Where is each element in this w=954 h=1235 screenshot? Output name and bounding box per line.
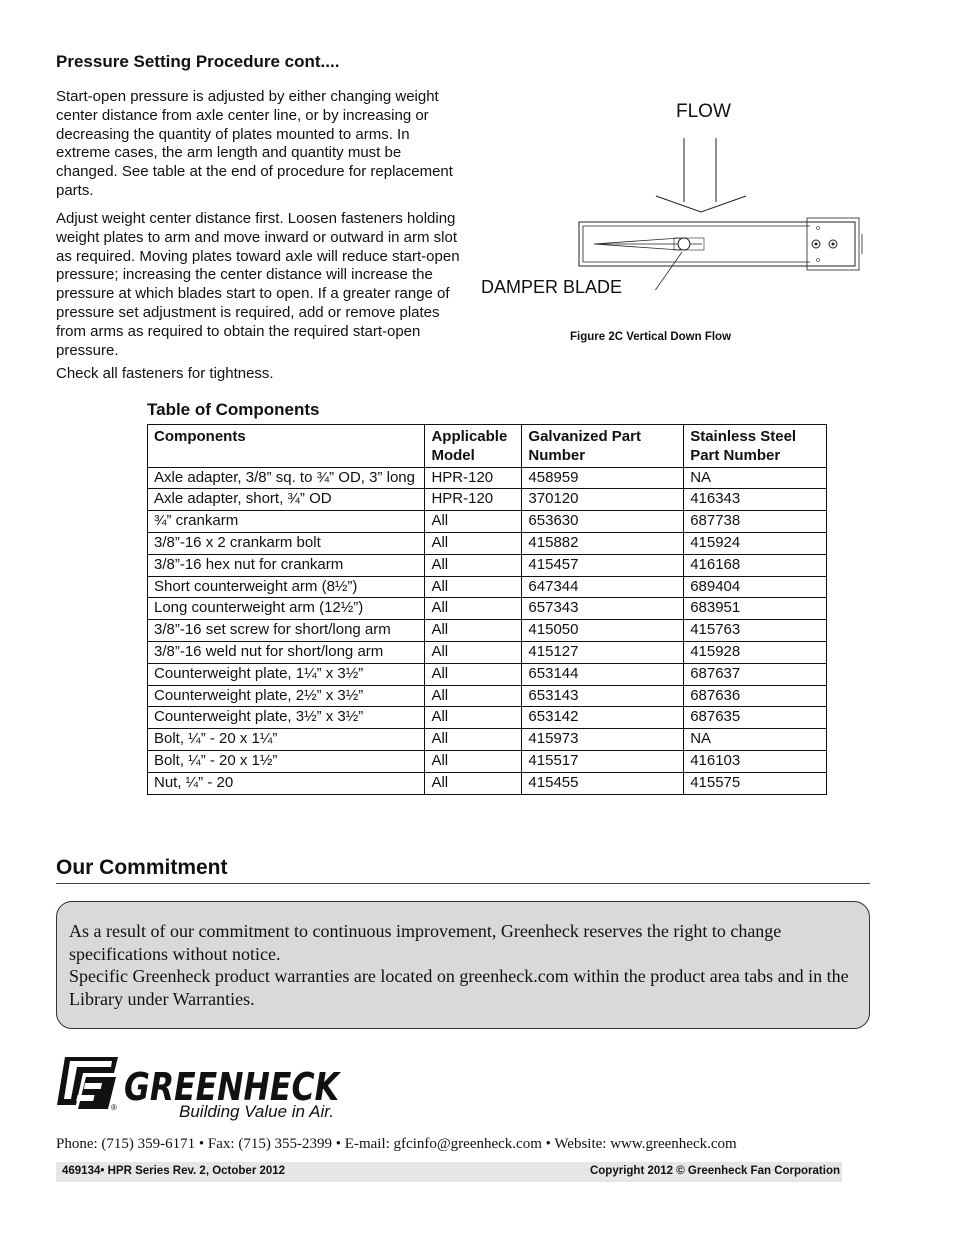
table-cell: 653630	[522, 511, 684, 533]
table-cell: All	[425, 641, 522, 663]
table-cell: Bolt, ¼” - 20 x 1½”	[148, 750, 425, 772]
table-cell: 458959	[522, 467, 684, 489]
table-cell: 687636	[684, 685, 827, 707]
table-row	[148, 750, 827, 772]
table-cell: 415973	[522, 729, 684, 751]
components-table	[147, 424, 827, 795]
table-cell: All	[425, 576, 522, 598]
procedure-heading: Pressure Setting Procedure cont....	[56, 52, 340, 71]
table-cell: 416103	[684, 750, 827, 772]
table-row	[148, 620, 827, 642]
table-header-row	[148, 425, 827, 468]
table-cell: 415455	[522, 772, 684, 794]
column-header: Applicable Model	[425, 425, 522, 468]
procedure-paragraph: Start-open pressure is adjusted by either changing weight center distance from axle center line, or by increasing or decreasing the quantity of plates mounted to arms. In extreme cases, the arm length and quantity must be changed. See table at the end of procedure for replacement parts.	[56, 88, 453, 199]
table-row	[148, 663, 827, 685]
table-cell: 415575	[684, 772, 827, 794]
table-cell: 683951	[684, 598, 827, 620]
procedure-paragraph: Adjust weight center distance first. Loosen fasteners holding weight plates to arm and move inward or outward in arm slot as required. Moving plates toward axle will reduce start-open pressure; increasing the center distance will increase the pressure at which blades start to open. If a greater range of pressure set adjustment is required, add or remove plates from arms as required to obtain the required start-open pressure.	[56, 210, 460, 359]
flow-label: FLOW	[676, 101, 731, 122]
table-cell: 3/8”-16 set screw for short/long arm	[148, 620, 425, 642]
table-row	[148, 707, 827, 729]
table-cell: Counterweight plate, 1¼” x 3½”	[148, 663, 425, 685]
table-cell: Counterweight plate, 2½” x 3½”	[148, 685, 425, 707]
table-cell: 415882	[522, 532, 684, 554]
table-cell: Long counterweight arm (12½”)	[148, 598, 425, 620]
column-header: Components	[148, 425, 425, 468]
table-cell: ¾” crankarm	[148, 511, 425, 533]
table-cell: 416168	[684, 554, 827, 576]
greenheck-logo-mark	[57, 1057, 118, 1109]
table-cell: All	[425, 663, 522, 685]
table-cell: 415924	[684, 532, 827, 554]
commitment-box	[56, 901, 870, 1029]
table-cell: 657343	[522, 598, 684, 620]
table-cell: NA	[684, 729, 827, 751]
table-row	[148, 598, 827, 620]
column-header: Galvanized Part Number	[522, 425, 684, 468]
table-row	[148, 511, 827, 533]
table-cell: 415763	[684, 620, 827, 642]
table-cell: 416343	[684, 489, 827, 511]
table-cell: 653142	[522, 707, 684, 729]
table-row	[148, 685, 827, 707]
table-row	[148, 576, 827, 598]
table-cell: All	[425, 620, 522, 642]
table-cell: Short counterweight arm (8½”)	[148, 576, 425, 598]
table-row	[148, 641, 827, 663]
copyright: Copyright 2012 © Greenheck Fan Corporation	[589, 1165, 840, 1177]
table-row	[148, 489, 827, 511]
footer-bar	[56, 1162, 842, 1182]
table-cell: All	[425, 772, 522, 794]
table-cell: 687637	[684, 663, 827, 685]
commitment-text: Specific Greenheck product warranties are located on greenheck.com within the product area tabs and in the Library under Warranties.	[69, 966, 849, 1009]
table-cell: 687738	[684, 511, 827, 533]
table-cell: HPR-120	[425, 489, 522, 511]
table-cell: 3/8”-16 hex nut for crankarm	[148, 554, 425, 576]
contact-info: Phone: (715) 359-6171 • Fax: (715) 355-2399 • E-mail: gfcinfo@greenheck.com • Website: www.greenheck.com	[56, 1136, 737, 1152]
table-cell: 415050	[522, 620, 684, 642]
table-cell: Counterweight plate, 3½” x 3½”	[148, 707, 425, 729]
table-cell: Nut, ¼” - 20	[148, 772, 425, 794]
table-cell: All	[425, 685, 522, 707]
table-cell: Bolt, ¼” - 20 x 1¼”	[148, 729, 425, 751]
table-cell: 653144	[522, 663, 684, 685]
table-cell: All	[425, 511, 522, 533]
commitment-text: As a result of our commitment to continuous improvement, Greenheck reserves the right to change specifications without notice.	[69, 921, 782, 964]
commitment-heading: Our Commitment	[56, 856, 228, 879]
table-cell: 3/8”-16 weld nut for short/long arm	[148, 641, 425, 663]
table-row	[148, 467, 827, 489]
table-cell: 3/8”-16 x 2 crankarm bolt	[148, 532, 425, 554]
table-cell: 415457	[522, 554, 684, 576]
brand-name: GREENHECK	[124, 1065, 342, 1109]
divider	[56, 883, 870, 884]
damper-blade-label: DAMPER BLADE	[481, 277, 623, 297]
table-row	[148, 729, 827, 751]
document-id: 469134• HPR Series Rev. 2, October 2012	[62, 1165, 286, 1177]
table-row	[148, 772, 827, 794]
registered-mark: ®	[111, 1103, 117, 1112]
table-cell: All	[425, 729, 522, 751]
figure-caption: Figure 2C Vertical Down Flow	[570, 331, 732, 343]
table-cell: 647344	[522, 576, 684, 598]
table-cell: All	[425, 598, 522, 620]
table-cell: 415517	[522, 750, 684, 772]
table-title: Table of Components	[147, 400, 320, 419]
table-cell: Axle adapter, 3/8” sq. to ¾” OD, 3” long	[148, 467, 425, 489]
table-row	[148, 554, 827, 576]
table-cell: 415928	[684, 641, 827, 663]
column-header: Stainless Steel Part Number	[684, 425, 827, 468]
damper-figure	[570, 130, 875, 290]
table-cell: All	[425, 554, 522, 576]
table-cell: Axle adapter, short, ¾” OD	[148, 489, 425, 511]
table-cell: NA	[684, 467, 827, 489]
brand-tagline: Building Value in Air.	[179, 1102, 334, 1121]
table-cell: 687635	[684, 707, 827, 729]
table-cell: HPR-120	[425, 467, 522, 489]
table-cell: 370120	[522, 489, 684, 511]
table-row	[148, 532, 827, 554]
table-cell: All	[425, 532, 522, 554]
table-cell: All	[425, 707, 522, 729]
procedure-paragraph: Check all fasteners for tightness.	[56, 365, 274, 382]
table-cell: 689404	[684, 576, 827, 598]
table-cell: 653143	[522, 685, 684, 707]
table-cell: 415127	[522, 641, 684, 663]
table-cell: All	[425, 750, 522, 772]
